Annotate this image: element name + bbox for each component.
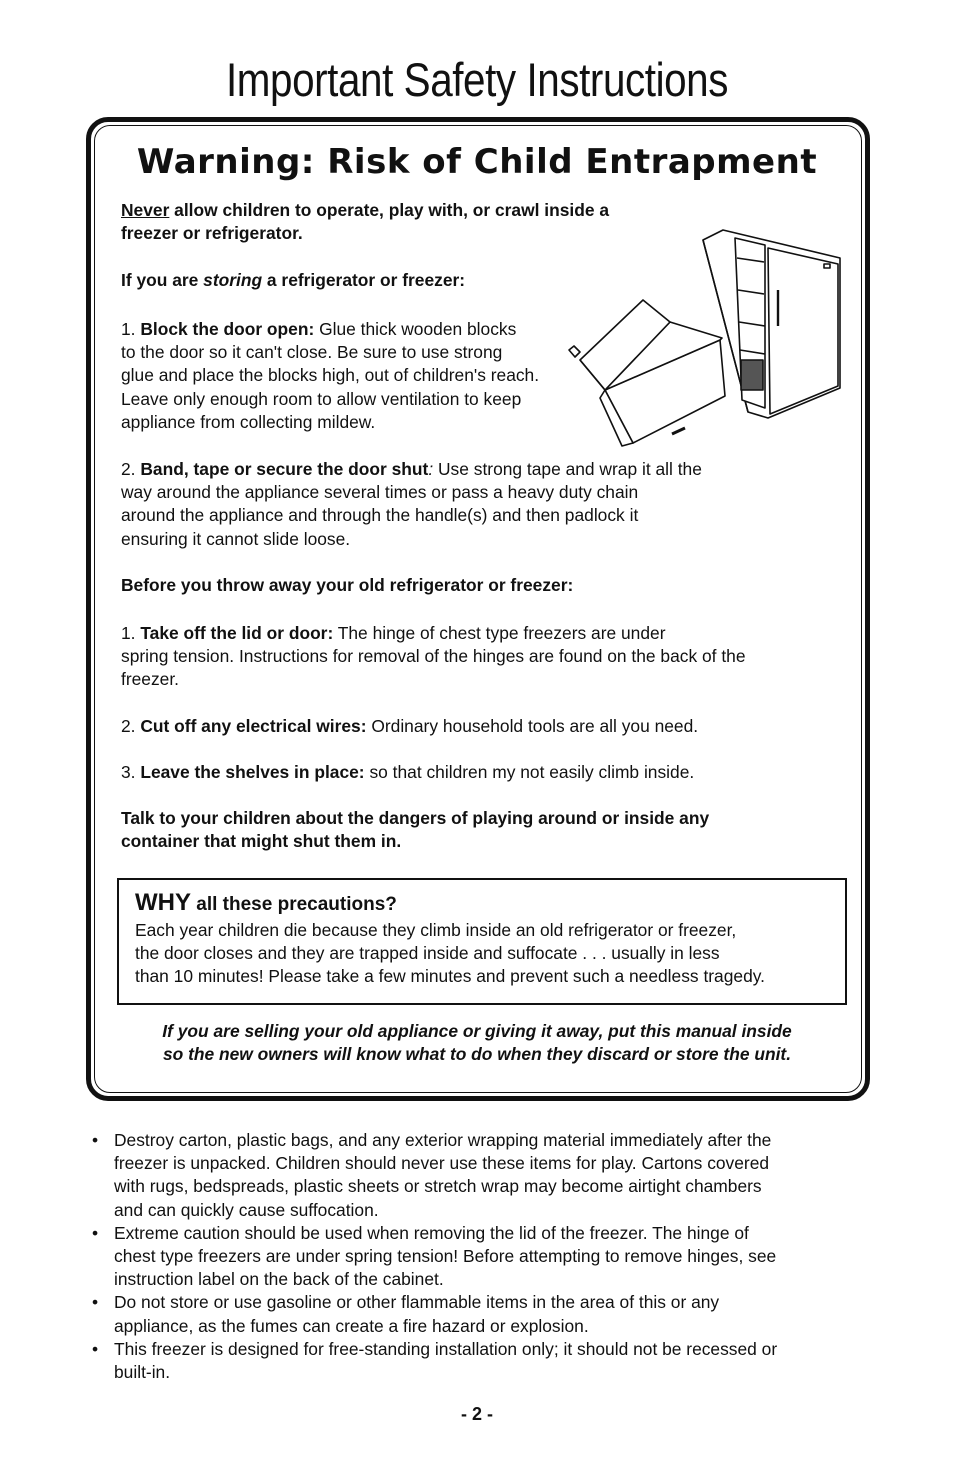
bullet-item (92, 1291, 882, 1337)
step1-line4: Leave only enough room to allow ventilation to keep (121, 388, 522, 409)
t1-line2: spring tension. Instructions for removal of the hinges are found on the back of the (121, 646, 746, 667)
bullet-line: chest type freezers are under spring tension! Before attempting to remove hinges, see (114, 1246, 777, 1267)
bullet-line: and can quickly cause suffocation. (114, 1199, 379, 1220)
t2-label: Cut off any electrical wires: (140, 716, 367, 736)
storing-step-2 (121, 458, 702, 551)
selling-line1: If you are selling your old appliance or giving it away, put this manual inside (162, 1021, 792, 1041)
t1-line1: The hinge of chest type freezers are under (333, 623, 666, 643)
bullet-line: Destroy carton, plastic bags, and any exterior wrapping material immediately after the (114, 1130, 772, 1150)
why-word: WHY (135, 889, 191, 916)
step1-line3: glue and place the blocks high, out of children's reach. (121, 365, 540, 386)
throw-away-step-1 (121, 622, 746, 692)
step2-line2: way around the appliance several times or pass a heavy duty chain (121, 482, 639, 503)
storing-suffix: a refrigerator or freezer: (262, 270, 466, 290)
t3-text: so that children my not easily climb inside. (364, 762, 695, 782)
t2-number: 2. (121, 716, 141, 736)
warning-heading: Warning: Risk of Child Entrapment (136, 142, 818, 182)
why-line3: than 10 minutes! Please take a few minutes and prevent such a needless tragedy. (135, 966, 765, 987)
step2-label: Band, tape or secure the door shut (140, 459, 429, 479)
why-heading-rest: all these precautions? (191, 894, 397, 915)
talk-line2: container that might shut them in. (121, 831, 402, 852)
safety-bullet-list (92, 1129, 882, 1384)
bullet-line: Do not store or use gasoline or other flammable items in the area of this or any (114, 1292, 720, 1313)
talk-paragraph (121, 807, 709, 853)
bullet-item (92, 1338, 882, 1384)
bullet-line: Extreme caution should be used when removing the lid of the freezer. The hinge of (114, 1222, 749, 1243)
never-text-2: freezer or refrigerator. (121, 223, 303, 244)
bullet-item (92, 1222, 882, 1292)
talk-line1: Talk to your children about the dangers of playing around or inside any (121, 808, 710, 828)
bullet-line: appliance, as the fumes can create a fire hazard or explosion. (114, 1315, 589, 1336)
bullet-line: freezer is unpacked. Children should never use these items for play. Cartons covered (114, 1153, 770, 1174)
step1-line1: Glue thick wooden blocks (314, 319, 517, 339)
t3-number: 3. (121, 762, 141, 782)
why-body (135, 919, 765, 989)
step1-line5: appliance from collecting mildew. (121, 411, 376, 432)
t1-number: 1. (121, 623, 141, 643)
page-number: - 2 - (460, 1404, 493, 1424)
t1-line3: freezer. (121, 669, 179, 690)
storing-step-1 (121, 318, 539, 434)
bullet-item (92, 1129, 882, 1222)
step1-line2: to the door so it can't close. Be sure to use strong (121, 342, 503, 363)
bullet-line: built-in. (114, 1362, 171, 1383)
never-paragraph (121, 199, 609, 245)
why-heading (135, 887, 397, 921)
t1-label: Take off the lid or door: (140, 623, 334, 643)
step1-label: Block the door open: (140, 319, 315, 339)
bullet-line: This freezer is designed for free-standing installation only; it should not be recessed or (114, 1338, 778, 1359)
throw-away-step-3 (121, 761, 694, 784)
freezer-illustration (560, 228, 845, 448)
step2-line3: around the appliance and through the handle(s) and then padlock it (121, 505, 639, 526)
why-line1: Each year children die because they climb inside an old refrigerator or freezer, (135, 920, 737, 940)
throw-away-heading: Before you throw away your old refrigerator or freezer: (121, 575, 574, 595)
storing-heading (121, 269, 465, 292)
throw-away-step-2 (121, 715, 698, 738)
t2-text: Ordinary household tools are all you need. (366, 716, 699, 736)
selling-note (0, 1020, 954, 1066)
step2-number: 2. (121, 459, 141, 479)
bullet-line: instruction label on the back of the cabinet. (114, 1269, 444, 1290)
page-title: Important Safety Instructions (226, 53, 728, 106)
step1-number: 1. (121, 319, 141, 339)
step2-line1: Use strong tape and wrap it all the (433, 459, 702, 479)
step2-colon: : (428, 459, 434, 479)
never-word: Never (121, 200, 170, 220)
never-text-1: allow children to operate, play with, or crawl inside a (169, 200, 610, 220)
storing-word: storing (203, 270, 263, 290)
step2-line4: ensuring it cannot slide loose. (121, 528, 351, 549)
bullet-line: with rugs, bedspreads, plastic sheets or stretch wrap may become airtight chambers (114, 1176, 762, 1197)
t3-label: Leave the shelves in place: (140, 762, 365, 782)
why-line2: the door closes and they are trapped inside and suffocate . . . usually in less (135, 943, 720, 964)
selling-line2: so the new owners will know what to do when they discard or store the unit. (162, 1044, 792, 1065)
storing-prefix: If you are (121, 270, 204, 290)
